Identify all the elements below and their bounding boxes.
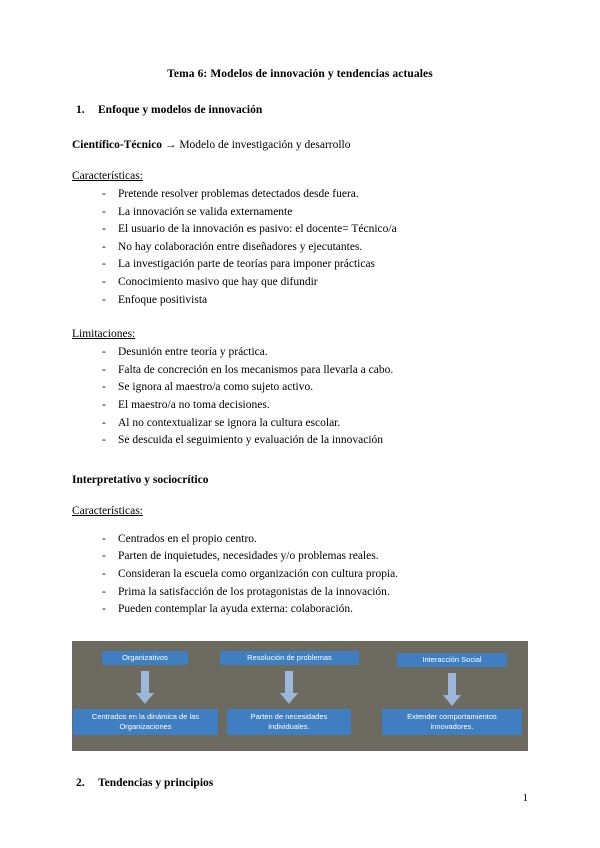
diagram-bottom-box-1: Centrados en la dinámica de las Organizaciones bbox=[73, 709, 218, 735]
section-number-2: 2. bbox=[76, 776, 85, 789]
diagram-arrow-2 bbox=[280, 671, 298, 705]
section-number-1: 1. bbox=[76, 104, 85, 116]
limitaciones-label: Limitaciones: bbox=[72, 328, 136, 341]
list-item: - Enfoque positivista bbox=[72, 292, 528, 310]
list-item: - El usuario de la innovación es pasivo: el docente= Técnico/a bbox=[72, 221, 528, 239]
list-item: - Consideran la escuela como organización con cultura propia. bbox=[72, 566, 528, 584]
list-item: - Falta de concreción en los mecanismos para llevarla a cabo. bbox=[72, 362, 528, 380]
diagram-top-box-1: Organizativos bbox=[102, 651, 188, 665]
list-item: - Se descuida el seguimiento y evaluación de la innovación bbox=[72, 432, 528, 450]
caracteristicas-label: Características: bbox=[72, 170, 143, 182]
list-item: - Prima la satisfacción de los protagonistas de la innovación. bbox=[72, 584, 528, 602]
list-item: - Parten de inquietudes, necesidades y/o problemas reales. bbox=[72, 548, 528, 566]
section-heading-1 bbox=[76, 104, 528, 116]
section-title-2: Tendencias y principios bbox=[98, 776, 214, 789]
diagram-top-box-2: Resolución de problemas bbox=[220, 651, 359, 665]
list-item: - Pretende resolver problemas detectados desde fuera. bbox=[72, 186, 528, 204]
page-number: 1 bbox=[522, 792, 528, 804]
diagram-top-box-3: Interacción Social bbox=[397, 653, 507, 667]
list-item: - El maestro/a no toma decisiones. bbox=[72, 397, 528, 415]
list-item: - La innovación se valida externamente bbox=[72, 204, 528, 222]
list-item: - Al no contextualizar se ignora la cultura escolar. bbox=[72, 415, 528, 433]
list-item: - Se ignora al maestro/a como sujeto activo. bbox=[72, 379, 528, 397]
diagram-bottom-box-2: Parten de necesidades individuales. bbox=[227, 709, 351, 735]
section-title-1: Enfoque y modelos de innovación bbox=[98, 104, 263, 116]
interpretativo-heading: Interpretativo y sociocrítico bbox=[72, 473, 209, 486]
model-name: Científico-Técnico bbox=[72, 139, 163, 151]
limitaciones-list bbox=[72, 344, 528, 450]
list-item: - Centrados en el propio centro. bbox=[72, 531, 528, 549]
list-item: - No hay colaboración entre diseñadores y ejecutantes. bbox=[72, 239, 528, 257]
page-title: Tema 6: Modelos de innovación y tendencias actuales bbox=[167, 68, 433, 80]
list-item: - La investigación parte de teorías para imponer prácticas bbox=[72, 256, 528, 274]
diagram-arrow-1 bbox=[136, 671, 154, 705]
diagram-bottom-box-3: Extender comportamientos innovadores. bbox=[382, 709, 522, 735]
section-heading-2 bbox=[76, 776, 528, 789]
list-item: - Conocimiento masivo que hay que difundir bbox=[72, 274, 528, 292]
model-description: Modelo de investigación y desarrollo bbox=[179, 139, 351, 151]
diagram-arrow-3 bbox=[443, 673, 461, 707]
list-item: - Desunión entre teoría y práctica. bbox=[72, 344, 528, 362]
innovation-models-diagram bbox=[72, 641, 528, 751]
arrow-glyph-icon: → bbox=[164, 139, 177, 151]
list-item: - Pueden contemplar la ayuda externa: colaboración. bbox=[72, 601, 528, 619]
caracteristicas-list bbox=[72, 186, 528, 309]
interpretativo-caracteristicas-list bbox=[72, 531, 528, 619]
model-line bbox=[72, 139, 528, 151]
interpretativo-caracteristicas-label: Características: bbox=[72, 504, 143, 517]
